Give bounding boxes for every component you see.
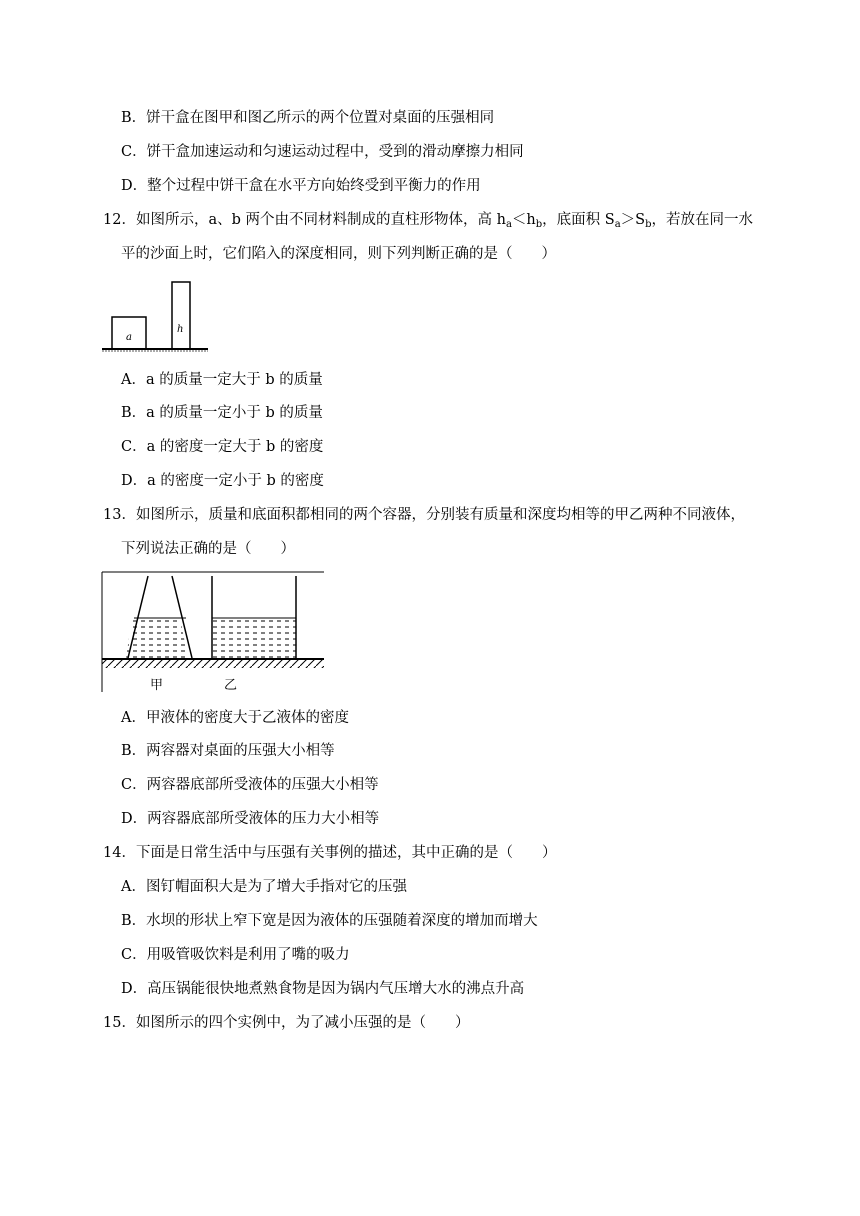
q13-stem-line2: 下列说法正确的是（ ）: [121, 541, 295, 557]
q12-option-d: D．a 的密度一定小于 b 的密度: [121, 473, 324, 489]
q13-option-b: B．两容器对桌面的压强大小相等: [121, 743, 335, 759]
q14-stem: 14．下面是日常生活中与压强有关事例的描述，其中正确的是（ ）: [103, 845, 557, 861]
object-b-label: h: [177, 324, 184, 335]
q13-option-d: D．两容器底部所受液体的压力大小相等: [121, 811, 380, 827]
q13-stem-line1: 13．如图所示，质量和底面积都相同的两个容器，分别装有质量和深度均相等的甲乙两种不同液体，: [103, 507, 745, 523]
q11-option-c: C．饼干盒加速运动和匀速运动过程中，受到的滑动摩擦力相同: [121, 144, 524, 160]
q14-option-b: B．水坝的形状上窄下宽是因为液体的压强随着深度的增加而增大: [121, 913, 538, 929]
yi-label: 乙: [224, 678, 238, 693]
q12-stem-line2: 平的沙面上时，它们陷入的深度相同，则下列判断正确的是（ ）: [121, 246, 556, 262]
q12-option-a: A．a 的质量一定大于 b 的质量: [121, 372, 323, 388]
q13-figure: [100, 570, 326, 694]
q12-stem-line1: 12．如图所示，a、b 两个由不同材料制成的直柱形物体，高 $h_a<h_b$，底面积 $S_a>S_b$，若放在同一水: [103, 212, 754, 230]
q12-option-c: C．a 的密度一定大于 b 的密度: [121, 439, 324, 455]
q14-option-a: A．图钉帽面积大是为了增大手指对它的压强: [121, 879, 407, 895]
q11-option-d: D．整个过程中饼干盒在水平方向始终受到平衡力的作用: [121, 178, 481, 194]
q14-option-d: D．高压锅能很快地煮熟食物是因为锅内气压增大水的沸点升高: [121, 981, 525, 997]
q12-figure: [100, 278, 210, 356]
q15-stem: 15．如图所示的四个实例中，为了减小压强的是（ ）: [103, 1015, 470, 1031]
q14-option-c: C．用吸管吸饮料是利用了嘴的吸力: [121, 947, 350, 963]
yi-liquid: [212, 618, 296, 658]
object-a-label: a: [126, 332, 132, 343]
jia-label: 甲: [150, 678, 164, 693]
q13-option-c: C．两容器底部所受液体的压强大小相等: [121, 777, 379, 793]
jia-liquid: [126, 618, 188, 658]
q11-option-b: B．饼干盒在图甲和图乙所示的两个位置对桌面的压强相同: [121, 110, 495, 126]
q12-option-b: B．a 的质量一定小于 b 的质量: [121, 405, 323, 421]
q13-option-a: A．甲液体的密度大于乙液体的密度: [121, 710, 349, 726]
object-b-rect: [172, 282, 190, 349]
